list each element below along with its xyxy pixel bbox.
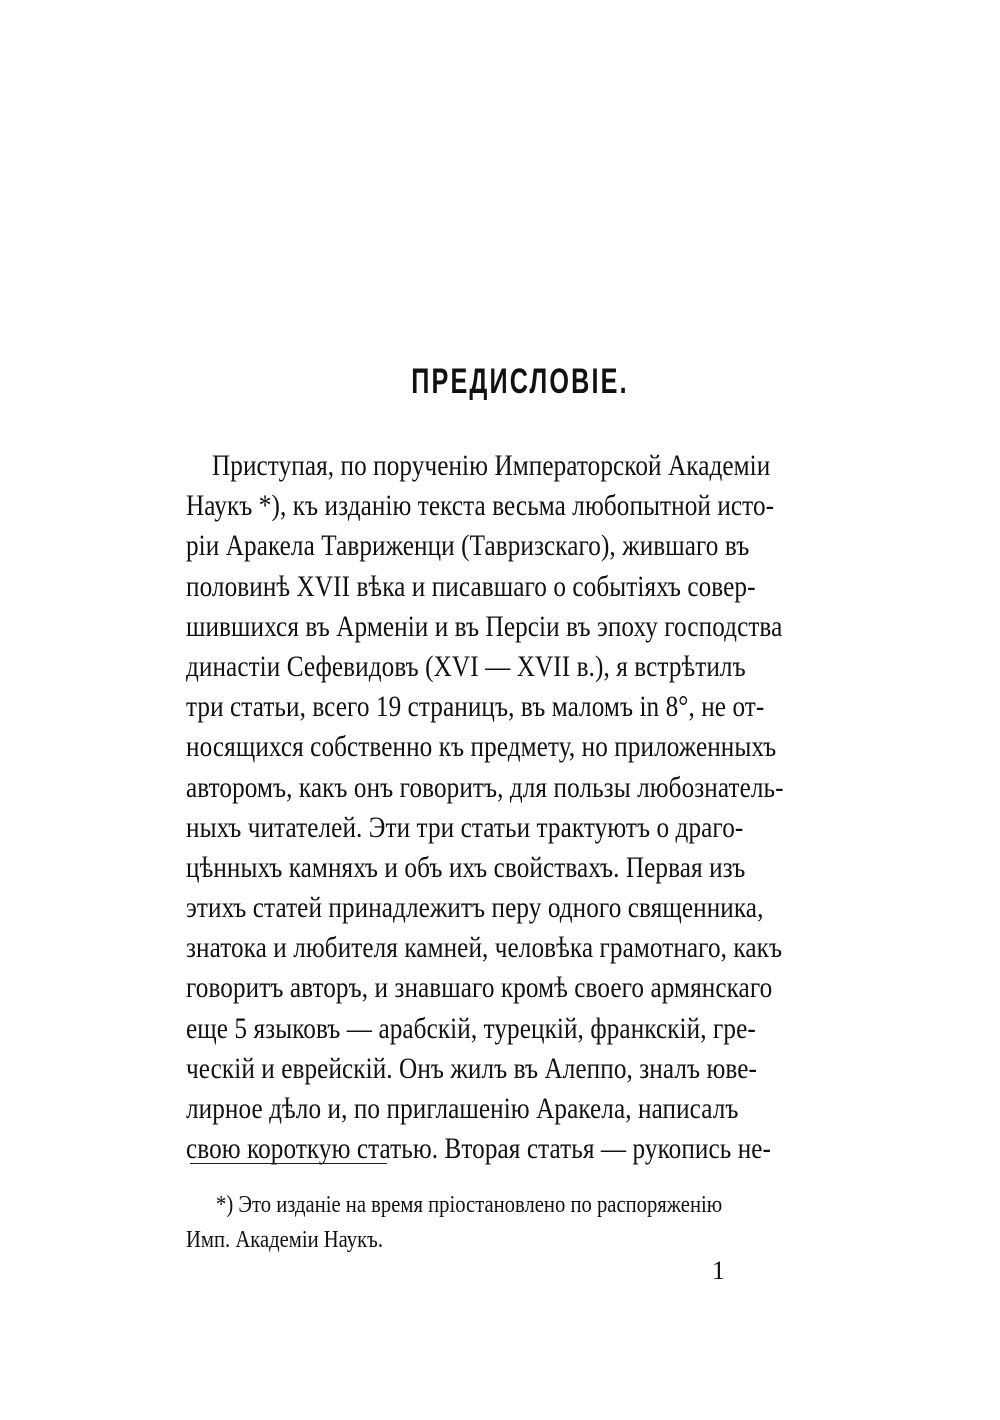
page-number: 1: [712, 1256, 725, 1285]
body-text: [186, 446, 861, 1169]
text-line-content: авторомъ, какъ онъ говоритъ, для пользы любознатель-: [186, 770, 784, 804]
footnote-line: [186, 1223, 866, 1258]
text-line-content: свою короткую статью. Вторая статья — рукопись не-: [186, 1132, 772, 1166]
text-line: [186, 446, 861, 486]
text-line: [186, 687, 861, 727]
text-line: [186, 486, 861, 526]
text-line-content: ныхъ читателей. Эти три статьи трактуютъ о драго-: [186, 810, 744, 844]
text-line: [186, 647, 861, 687]
text-line-content: Приступая, по порученію Императорской Академіи: [212, 449, 771, 482]
text-line-content: ческій и еврейскій. Онъ жилъ въ Алеппо, зналъ юве-: [186, 1051, 758, 1085]
footnote-line-content: *) Это изданіе на время пріостановлено по распоряженію: [216, 1192, 723, 1218]
text-line-content: говоритъ авторъ, и знавшаго кромѣ своего армянскаго: [186, 971, 773, 1005]
text-line-content: цѣнныхъ камняхъ и объ ихъ свойствахъ. Первая изъ: [186, 850, 746, 884]
text-line-content: три статьи, всего 19 страницъ, въ маломъ in 8°, не от-: [186, 690, 765, 724]
text-line: [186, 526, 861, 566]
text-line: [186, 1049, 861, 1089]
text-line: [186, 808, 861, 848]
footnote-line: [186, 1188, 866, 1223]
text-line: [186, 768, 861, 808]
text-line-content: половинѣ XVII вѣка и писавшаго о событіяхъ совер-: [186, 569, 756, 603]
text-line: [186, 928, 861, 968]
text-line: [186, 888, 861, 928]
footnote-line-content: Имп. Академіи Наукъ.: [186, 1227, 383, 1253]
text-line-content: Наукъ *), къ изданію текста весьма любопытной исто-: [186, 489, 775, 523]
text-line: [186, 848, 861, 888]
text-line-content: ріи Аракела Тавриженци (Тавризскаго), жившаго въ: [186, 529, 750, 563]
text-line: [186, 567, 861, 607]
text-line-content: носящихся собственно къ предмету, но приложенныхъ: [186, 730, 777, 764]
text-line: [186, 968, 861, 1008]
text-line-content: лирное дѣло и, по приглашенію Аракела, написалъ: [186, 1092, 739, 1125]
text-line-content: династіи Сефевидовъ (XVI — XVII в.), я встрѣтилъ: [186, 649, 746, 683]
text-line: [186, 1009, 861, 1049]
text-line: [186, 1089, 861, 1129]
text-line: [186, 607, 861, 647]
page-title: ПРЕДИСЛОВІЕ.: [411, 362, 629, 401]
text-line-content: шившихся въ Арменіи и въ Персіи въ эпоху господства: [186, 609, 783, 643]
text-line-content: этихъ статей принадлежитъ перу одного священника,: [186, 891, 764, 925]
footnote-divider: [190, 1163, 387, 1164]
text-line-content: знатока и любителя камней, человѣка грамотнаго, какъ: [186, 931, 783, 965]
text-line: [186, 727, 861, 767]
footnote: [186, 1188, 866, 1258]
text-line-content: еще 5 языковъ — арабскій, турецкій, франкскій, гре-: [186, 1011, 756, 1045]
